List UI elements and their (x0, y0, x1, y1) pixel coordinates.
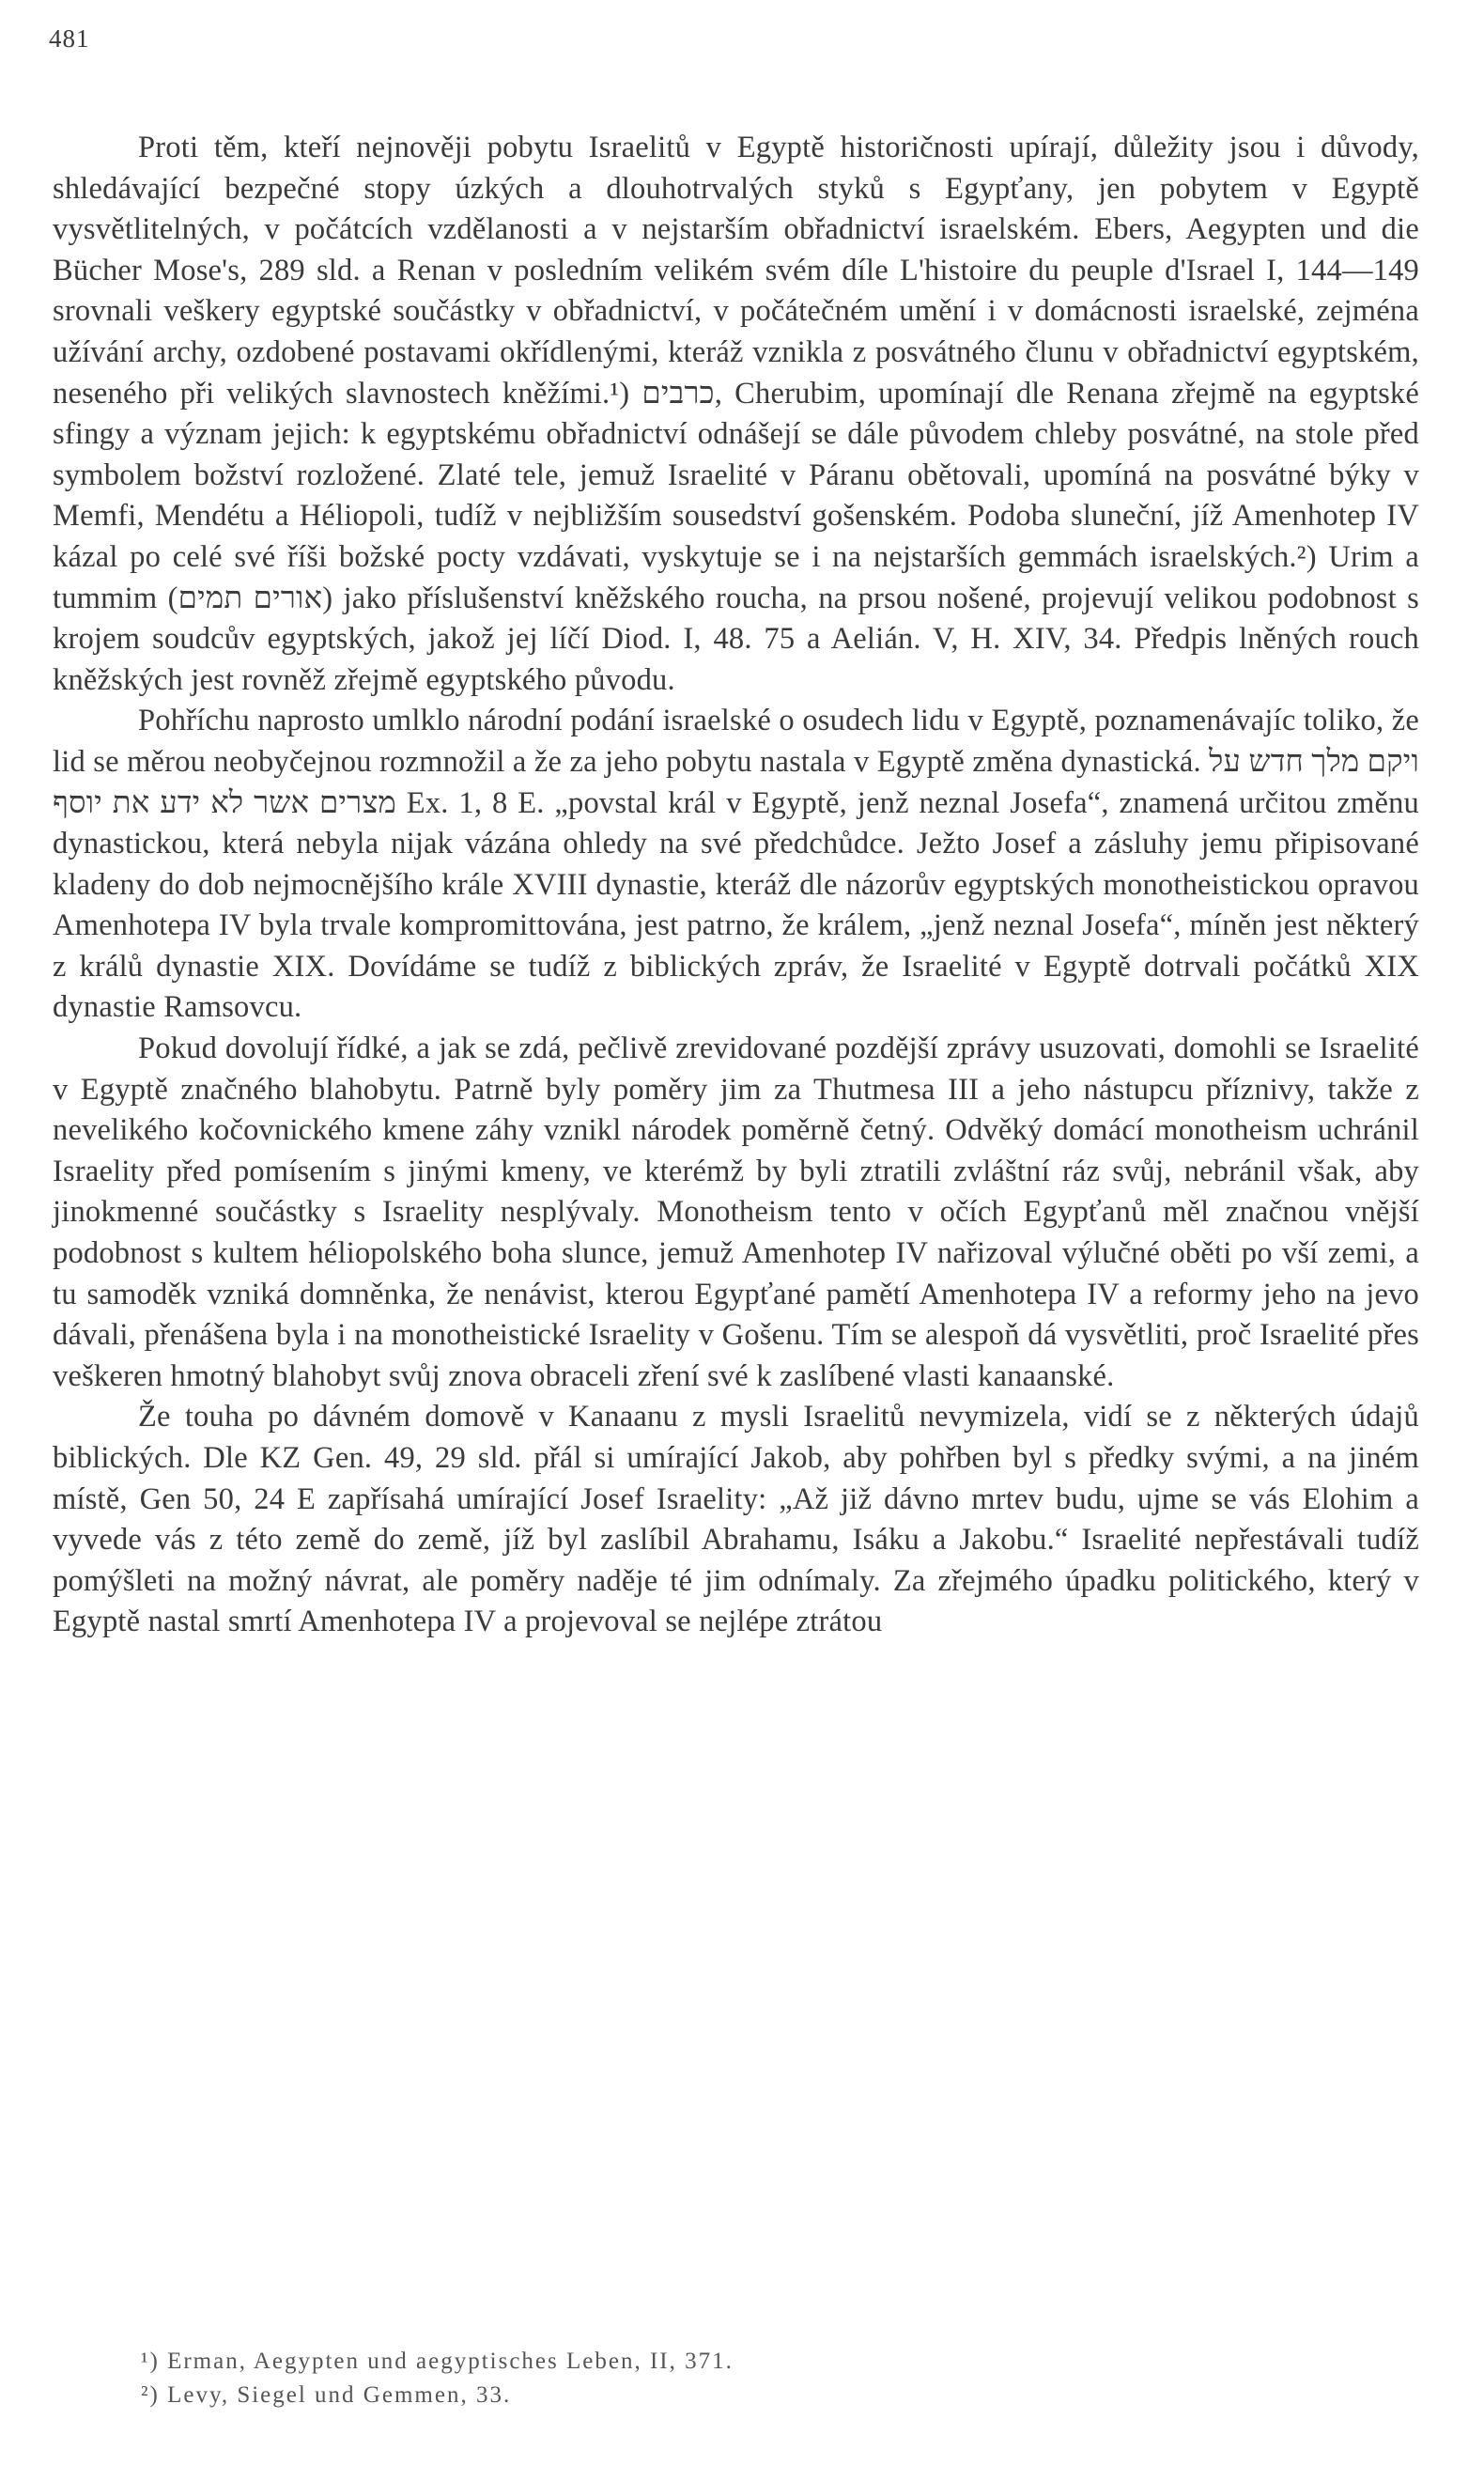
paragraph-2: Pohříchu naprosto umlklo národní podání israelské o osudech lidu v Egyptě, poznamenávajíc toliko, že lid se měrou neobyčejnou rozmnožil a že za jeho pobytu nastala v Egyptě změna dynastická. ויקם מלך חדש על מצרים אשר לא ידע את יוסף Ex. 1, 8 E. „povstal král v Egyptě, jenž neznal Josefa“, znamená určitou změnu dynastickou, která nebyla nijak vázána ohledy na své předchůdce. Ježto Josef a zásluhy jemu připisované kladeny do dob nejmocnějšího krále XVIII dynastie, kteráž dle názorův egyptských monotheistickou opravou Amenhotepa IV byla trvale kompromittována, jest patrno, že králem, „jenž neznal Josefa“, míněn jest některý z králů dynastie XIX. Dovídáme se tudíž z biblických zpráv, že Israelité v Egyptě dotrvali počátků XIX dynastie Ramsovcu. (53, 704, 1420, 1025)
paragraph-1: Proti těm, kteří nejnověji pobytu Israelitů v Egyptě historičnosti upírají, důležity jsou i důvody, shledávající bezpečné stopy úzkých a dlouhotrvalých styků s Egypťany, jen pobytem v Egyptě vysvětlitelných, v počátcích vzdělanosti a v nejstarším obřadnictví israelském. Ebers, Aegypten und die Bücher Mose's, 289 sld. a Renan v posledním velikém svém díle L'histoire du peuple d'Israel I, 144—149 srovnali veškery egyptské součástky v obřadnictví, v počátečném umění i v domácnosti israelské, zejména užívání archy, ozdobené postavami okřídlenými, kteráž vznikla z posvátného člunu v obřadnictví egyptském, neseného při velikých slavnostech kněžími.¹) כרבים, Cherubim, upomínají dle Renana zřejmě na egyptské sfingy a význam jejich: k egyptskému obřadnictví odnášejí se dále původem chleby posvátné, na stole před symbolem božství rozložené. Zlaté tele, jemuž Israelité v Páranu obětovali, upomíná na posvátné býky v Memfi, Mendétu a Héliopoli, tudíž v nejbližším sousedství gošenském. Podoba sluneční, jíž Amenhotep IV kázal po celé své říši božské pocty vzdávati, vyskytuje se i na nejstarších gemmách israelských.²) Urim a tummim (אורים תמים) jako příslušenství kněžského roucha, na prsou nošené, projevují velikou podobnost s krojem soudcův egyptských, jakož jej líčí Diod. I, 48. 75 a Aelián. V, H. XIV, 34. Předpis lněných rouch kněžských jest rovněž zřejmě egyptského původu. (53, 131, 1419, 697)
paragraph-4: Že touha po dávném domově v Kanaanu z mysli Israelitů nevymizela, vidí se z některých údajů biblických. Dle KZ Gen. 49, 29 sld. přál si umírající Jakob, aby pohřben byl s předky svými, a na jiném místě, Gen 50, 24 E zapřísahá umírající Josef Israelity: „Až již dávno mrtev budu, ujme se vás Elohim a vyvede vás z této země do země, jíž byl zaslíbil Abrahamu, Isáku a Jakobu.“ Israelité nepřestávali tudíž pomýšleti na možný návrat, ale poměry naděje té jim odnímaly. Za zřejmého úpadku politického, který v Egyptě nastal smrtí Amenhotepa IV a projevoval se nejlépe ztrátou (53, 1400, 1419, 1639)
body-text (53, 128, 1419, 1643)
page-number: 481 (49, 24, 90, 53)
footnote-2: ²) Levy, Siegel und Gemmen, 33. (141, 2382, 512, 2408)
footnote-1: ¹) Erman, Aegypten und aegyptisches Leben, II, 371. (141, 2349, 734, 2374)
footnotes (141, 2345, 1362, 2412)
paragraph-3: Pokud dovolují řídké, a jak se zdá, pečlivě zrevidované pozdější zprávy usuzovati, domohli se Israelité v Egyptě značného blahobytu. Patrně byly poměry jim za Thutmesa III a jeho nástupcu příznivy, takže z nevelikého kočovnického kmene záhy vznikl národek poměrně četný. Odvěký domácí monotheism uchránil Israelity před pomísením s jinými kmeny, ve kterémž by byli ztratili zvláštní ráz svůj, nebránil však, aby jinokmenné součástky s Israelity nesplývaly. Monotheism tento v očích Egypťanů měl značnou vnější podobnost s kultem héliopolského boha slunce, jemuž Amenhotep IV nařizoval výlučné oběti po vší zemi, a tu samoděk vzniká domněnka, že nenávist, kterou Egypťané pamětí Amenhotepa IV a reformy jeho na jevo dávali, přenášena byla i na monotheistické Israelity v Gošenu. Tím se alespoň dá vysvětliti, proč Israelité přes veškeren hmotný blahobyt svůj znova obraceli zření své k zaslíbené vlasti kanaanské. (53, 1031, 1419, 1393)
